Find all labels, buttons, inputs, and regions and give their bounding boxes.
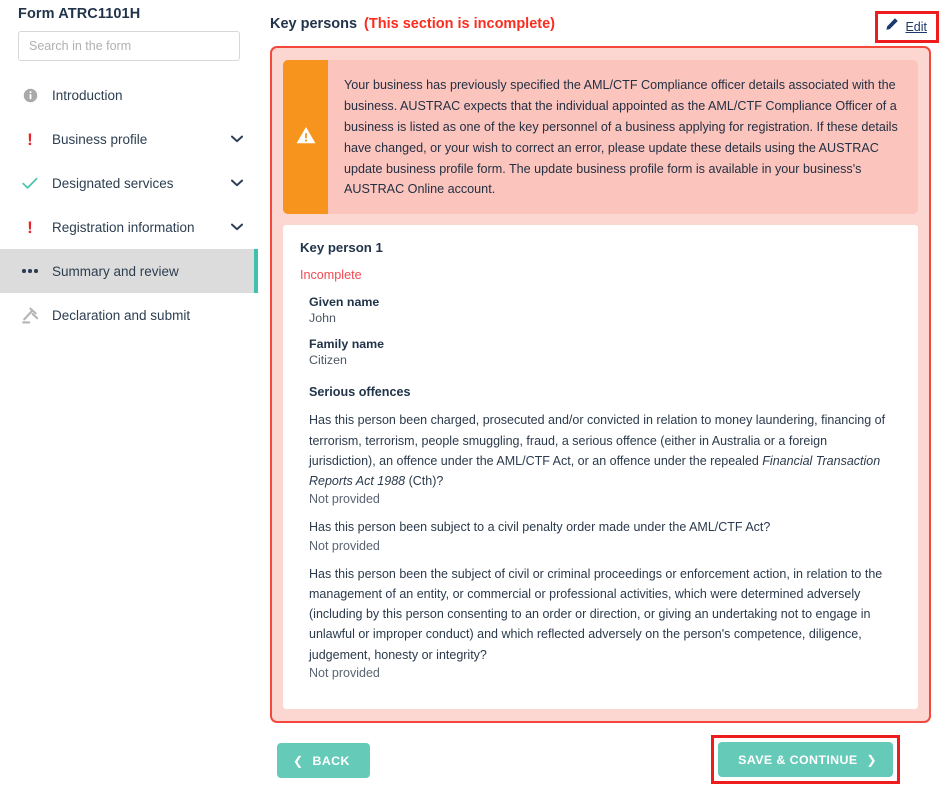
form-footer xyxy=(12,730,939,786)
form-title: Form ATRC1101H xyxy=(18,6,141,22)
key-person-panel xyxy=(283,225,918,709)
pencil-icon xyxy=(885,17,899,36)
main-content xyxy=(258,0,949,786)
back-label: BACK xyxy=(312,753,350,768)
section-header xyxy=(258,0,937,44)
incomplete-section-container xyxy=(270,46,931,723)
question-item xyxy=(309,564,900,680)
sidebar-nav xyxy=(0,73,258,337)
ellipsis-icon xyxy=(18,269,42,273)
sidebar-item-registration-information[interactable] xyxy=(0,205,258,249)
save-and-continue-button[interactable] xyxy=(718,742,893,777)
sidebar xyxy=(0,0,258,786)
warning-triangle-icon xyxy=(295,125,317,150)
sidebar-item-business-profile[interactable] xyxy=(0,117,258,161)
info-circle-icon xyxy=(18,88,42,103)
alert-text: Your business has previously specified the AML/CTF Compliance officer details associated with the business. AUSTRAC expects that the individual appointed as the AML/CTF Compliance Officer of a business is listed as one of the key personnel of a business applying for registration. If these details have changed, or your wish to correct an error, please update these details using the AUSTRAC update business profile form. The update business profile form is available in your business's AUSTRAC Online account. xyxy=(344,78,898,197)
serious-offences-heading: Serious offences xyxy=(309,385,411,400)
alert-icon-bar xyxy=(283,60,328,214)
answer-text: Not provided xyxy=(309,665,380,680)
chevron-left-icon: ❮ xyxy=(293,753,304,768)
check-icon xyxy=(18,177,42,190)
field-label: Family name xyxy=(309,337,385,352)
sidebar-item-introduction[interactable] xyxy=(0,73,258,117)
sidebar-item-label: Business profile xyxy=(52,131,148,147)
field-value: Citizen xyxy=(309,353,347,368)
question-item xyxy=(309,410,900,506)
exclamation-icon: ! xyxy=(27,217,33,237)
back-button[interactable] xyxy=(277,743,370,778)
exclamation-icon: ! xyxy=(27,129,33,149)
warning-alert xyxy=(283,60,918,214)
sidebar-item-label: Registration information xyxy=(52,219,195,235)
edit-annotation-box xyxy=(875,11,939,43)
save-label: SAVE & CONTINUE xyxy=(738,752,858,767)
sidebar-item-declaration-and-submit[interactable] xyxy=(0,293,258,337)
edit-button[interactable] xyxy=(885,17,927,36)
sidebar-item-designated-services[interactable] xyxy=(0,161,258,205)
sidebar-item-label: Designated services xyxy=(52,175,174,191)
key-person-status: Incomplete xyxy=(300,268,362,283)
sidebar-item-label: Declaration and submit xyxy=(52,307,191,323)
save-annotation-box xyxy=(711,735,900,784)
search-input[interactable] xyxy=(18,31,240,61)
sidebar-item-label: Summary and review xyxy=(52,263,179,279)
gavel-icon xyxy=(18,306,42,324)
field-label: Given name xyxy=(309,295,380,310)
edit-label: Edit xyxy=(905,19,927,34)
sidebar-item-label: Introduction xyxy=(52,87,123,103)
field-given-name xyxy=(309,295,900,325)
question-text: Has this person been charged, prosecuted and/or convicted in relation to money laundering, financing of terrorism, terrorism, people smuggling, fraud, a serious offence (either in Australia or a foreign jurisdiction), an offence under the AML/CTF Act, or an offence under the repealed Financial Transaction Reports Act 1988 (Cth)? xyxy=(309,413,886,489)
answer-text: Not provided xyxy=(309,492,380,507)
chevron-right-icon: ❯ xyxy=(866,752,877,767)
search-container xyxy=(0,22,258,61)
sidebar-item-summary-and-review[interactable] xyxy=(0,249,258,293)
status-badge: (This section is incomplete) xyxy=(364,16,555,32)
answer-text: Not provided xyxy=(309,538,380,553)
key-person-title: Key person 1 xyxy=(300,240,383,256)
question-text: Has this person been the subject of civil or criminal proceedings or enforcement action, in relation to the management of an entity, or commercial or professional activities, which were determined adversely (including by this person consenting to an order or direction, or giving an undertaking not to engage in unlawful or improper conduct) and which reflected adversely on the person's competence, diligence, judgement, honesty or integrity? xyxy=(309,566,883,662)
question-emphasis: Financial Transaction Reports Act 1988 xyxy=(309,453,881,489)
chevron-down-icon[interactable] xyxy=(230,176,244,190)
chevron-down-icon[interactable] xyxy=(230,220,244,234)
question-item xyxy=(309,517,900,552)
chevron-down-icon[interactable] xyxy=(230,132,244,146)
question-text: Has this person been subject to a civil penalty order made under the AML/CTF Act? xyxy=(309,520,771,535)
field-family-name xyxy=(309,337,900,367)
page-title: Key persons xyxy=(270,16,358,32)
field-value: John xyxy=(309,311,336,326)
